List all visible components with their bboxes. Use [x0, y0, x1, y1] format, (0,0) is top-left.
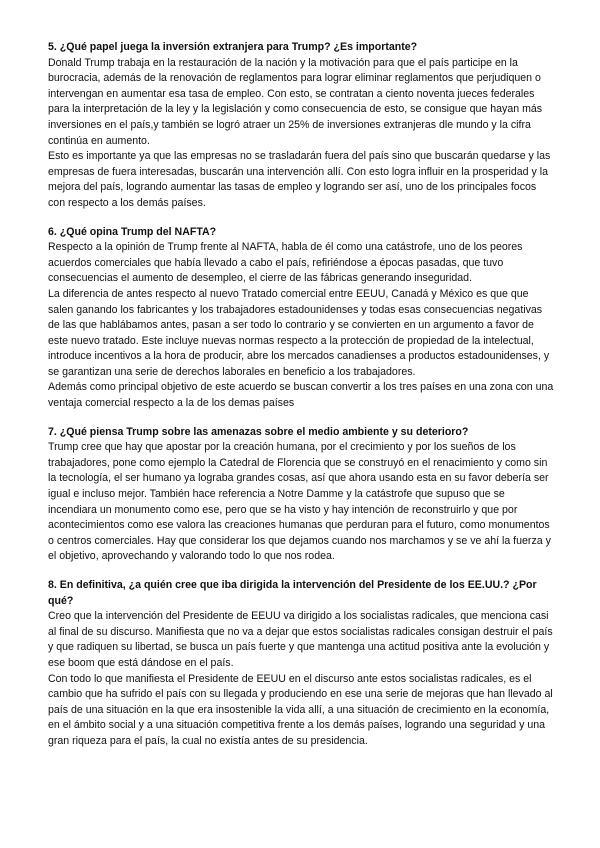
answer-paragraph: Trump cree que hay que apostar por la creación humana, por el crecimiento y por los sueños de los trabajadores, pone como ejemplo la Catedral de Florencia que se construyó en el renacimiento y como sin la tecnología, el ser humano ya lograba grandes cosas, así que ahora usando esta en su favor debería ser igual e incluso mejor. También hace referencia a Notre Damme y la catástrofe que supuso que se incendiara un monumento como ese, pero que se ha visto y hay intención de reconstruirlo y que por acontecimientos como ese valora las creaciones humanas que perduran para el futuro, como monumentos o centros comerciales. Hay que considerar los que dejamos cuando nos marchamos y se ve ahí la fuerza y el objetivo, aprovechando y valorando todo lo que nos rodea. [48, 441, 551, 563]
answer-paragraph: Esto es importante ya que las empresas no se trasladarán fuera del país sino que buscarán quedarse y las empresas de fuera interesadas, buscarán una intervención allí. Con esto logra influir en la prosperidad y la mejora del país, logrando aumentar las tasas de empleo y logrando ser así, uno de los principales focos con respecto a los demás países. [48, 150, 551, 209]
question-heading: 8. En definitiva, ¿a quién cree que iba dirigida la intervención del Presidente de los EE.UU.? ¿Por qué? [48, 579, 537, 607]
answer-paragraph: Con todo lo que manifiesta el Presidente de EEUU en el discurso ante estos socialistas radicales, es el cambio que ha sufrido el país con su llegada y produciendo en ese una serie de mejoras que han llevado al país de una situación en la que era insostenible la vida allí, a una situación de crecimiento en la economía, en el ámbito social y a una situación competitiva frente a los demás países, logrando una seguridad y una gran riqueza para el país, la cual no existía antes de su presidencia. [48, 672, 553, 747]
section-q6 [48, 225, 556, 412]
question-heading: 5. ¿Qué papel juega la inversión extranjera para Trump? ¿Es importante? [48, 41, 418, 53]
answer-paragraph: Respecto a la opinión de Trump frente al NAFTA, habla de él como una catástrofe, uno de los peores acuerdos comerciales que había llevado a cabo el país, refiriéndose a épocas pasadas, que tuvo consecuencias el aumento de desempleo, el cierre de las fábricas generando inseguridad. [48, 241, 523, 285]
question-heading: 7. ¿Qué piensa Trump sobre las amenazas sobre el medio ambiente y su deterioro? [48, 425, 469, 438]
answer-paragraph: La diferencia de antes respecto al nuevo Tratado comercial entre EEUU, Canadá y México es que que salen ganando los fabricantes y los trabajadores estadounidenses y todas esas consecuencias negativas de las que hablábamos antes, pasan a ser todo lo contrario y se convierten en un argumento a favor de este nuevo tratado. Este incluye nuevas normas respecto a la protección de propiedad de la intelectual, introduce incentivos a la hora de producir, abre los mercados canadienses a productos estadounidenses, y se garantizan una serie de derechos laborales en beneficio a los trabajadores. [48, 287, 550, 378]
document-page [48, 40, 556, 763]
answer-paragraph: Además como principal objetivo de este acuerdo se buscan convertir a los tres países en una zona con una ventaja comercial respecto a la de los demas países [48, 381, 554, 410]
answer-paragraph: Donald Trump trabaja en la restauración de la nación y la motivación para que el país participe en la burocracia, además de la renovación de reglamentos para lograr eliminar reglamentos que perjudiquen o intervengan en aumentar esa tasa de empleo. Con esto, se contratan a ciento noventa jueces federales para la interpretación de la ley y la legislación y como consecuencia de esto, se consigue que hayan más inversiones en el país,y también se logró atraer un 25% de inversiones extranjeras dle mundo y la cifra continúa en aumento. [48, 56, 543, 147]
section-q8 [48, 578, 556, 750]
answer-paragraph: Creo que la intervención del Presidente de EEUU va dirigido a los socialistas radicales, que menciona casi al final de su discurso. Manifiesta que no va a dejar que estos socialistas radicales consigan destruir el país y que radiquen su libertad, se busca un país fuerte y que mantenga una actitud positiva ante la evolución y ese boom que está dándose en el país. [48, 610, 553, 669]
section-q5 [48, 40, 556, 212]
question-heading: 6. ¿Qué opina Trump del NAFTA? [48, 225, 217, 238]
section-q7 [48, 425, 556, 565]
